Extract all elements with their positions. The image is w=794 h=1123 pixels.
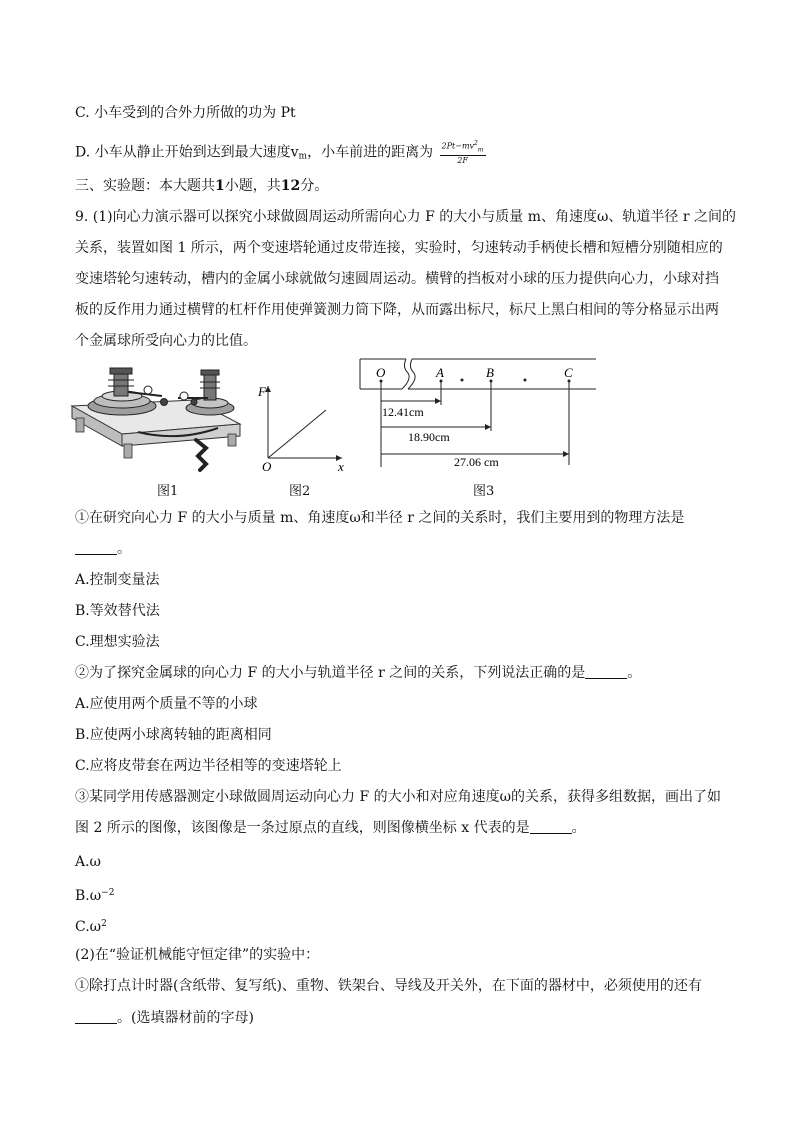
proportional-line (268, 410, 326, 458)
q3-option-c-sup: 2 (101, 919, 107, 929)
distance-oc: 27.06 cm (454, 455, 499, 469)
fraction-denominator: 2F (457, 156, 468, 166)
q2-option-a: A.应使用两个质量不等的小球 (75, 696, 258, 712)
mid-dot (524, 379, 527, 382)
q2-option-b: B.应使两小球离转轴的距离相同 (75, 727, 272, 743)
q1-stem: ①在研究向心力 F 的大小与质量 m、角速度ω和半径 r 之间的关系时，我们主要用到的物理方法是 (75, 510, 685, 526)
section-heading (75, 176, 328, 196)
mid-dot (461, 379, 464, 382)
q3-stem-2: 图 2 所示的图像，该图像是一条过原点的直线，则图像横坐标 x 代表的是 (75, 820, 530, 836)
x-axis-label: x (338, 459, 344, 472)
q3-answer-blank[interactable] (530, 821, 572, 834)
q3-option-b (75, 883, 114, 906)
figure-2-caption: 图2 (289, 484, 311, 499)
section-mid: 小题，共 (224, 178, 281, 194)
q3-option-b-sup: −2 (101, 888, 115, 898)
option-d-middle: ，小车前进的距离为 (307, 144, 434, 161)
q2-stem-line (75, 663, 641, 683)
q3-option-a: A.ω (75, 854, 101, 870)
q9-line-2: 关系，装置如图 1 所示，两个变速塔轮通过皮带连接，实验时，匀速转动手柄使长槽和短槽分别随相应的 (75, 240, 723, 256)
q1-answer-blank[interactable] (75, 542, 117, 555)
q2-end: 。 (627, 665, 642, 681)
figure-3-caption: 图3 (473, 484, 495, 499)
distance-ob: 18.90cm (408, 430, 450, 444)
distance-oa: 12.41cm (382, 405, 424, 419)
q9-line-1: 9. (1)向心力演示器可以探究小球做圆周运动所需向心力 F 的大小与质量 m、角速度ω、轨道半径 r 之间的 (75, 209, 736, 225)
figure-1-apparatus (68, 362, 244, 474)
part2-line-2 (75, 1008, 254, 1028)
q2-option-c: C.应将皮带套在两边半径相等的变速塔轮上 (75, 758, 342, 774)
option-c-text: C. 小车受到的合外力所做的功为 Pt (75, 105, 296, 121)
fraction-numerator (440, 139, 486, 156)
q1-blank-line (75, 539, 131, 559)
point-c-label: C (564, 365, 573, 380)
figure-3-tape (358, 355, 598, 470)
q3-option-b-text: B.ω (75, 888, 102, 904)
distance-fraction (440, 139, 486, 166)
figure-2-graph (254, 380, 354, 472)
q3-stem-1: ③某同学用传感器测定小球做圆周运动向心力 F 的大小和对应角速度ω的关系，获得多组数据，画出了如 (75, 789, 722, 805)
section-score: 12 (280, 178, 301, 194)
q3-end: 。 (571, 820, 586, 836)
frac-num-sup: 2 (474, 140, 478, 147)
option-c (75, 103, 296, 123)
origin-label: O (262, 459, 272, 472)
frac-num-text: 2Pt−mv (441, 141, 475, 151)
q1-option-c: C.理想实验法 (75, 634, 160, 650)
section-pre: 三、实验题：本大题共 (75, 178, 215, 194)
option-d-prefix: D. 小车从静止开始到达到最大速度v (75, 144, 299, 161)
frac-num-sub: m (477, 146, 484, 154)
point-o-label: O (376, 365, 386, 380)
q2-stem: ②为了探究金属球的向心力 F 的大小与轨道半径 r 之间的关系，下列说法正确的是 (75, 665, 586, 681)
q3-option-c (75, 914, 107, 937)
section-post: 分。 (300, 178, 329, 194)
figure-1-caption: 图1 (157, 484, 179, 499)
option-d (75, 139, 486, 167)
part2-answer-blank[interactable] (75, 1011, 117, 1024)
section-count: 1 (215, 178, 225, 194)
q2-answer-blank[interactable] (585, 666, 627, 679)
y-axis-label: F (258, 384, 266, 399)
q1-end: 。 (117, 541, 131, 557)
q1-option-a: A.控制变量法 (75, 572, 160, 588)
part2-title: (2)在“验证机械能守恒定律”的实验中： (75, 947, 320, 963)
point-a-label: A (436, 365, 444, 380)
q9-line-3: 变速塔轮匀速转动，槽内的金属小球就做匀速圆周运动。横臂的挡板对小球的压力提供向心力，小球对挡 (75, 271, 719, 287)
part2-line-2-end: 。(选填器材前的字母) (117, 1010, 254, 1026)
q9-line-5: 个金属球所受向心力的比值。 (75, 333, 257, 349)
q9-line-4: 板的反作用力通过横臂的杠杆作用使弹簧测力筒下降，从而露出标尺，标尺上黑白相间的等分格显示出两 (75, 302, 719, 318)
point-b-label: B (486, 365, 494, 380)
q3-option-c-text: C.ω (75, 919, 102, 935)
q3-stem-line-2 (75, 818, 586, 838)
part2-line-1: ①除打点计时器(含纸带、复写纸)、重物、铁架台、导线及开关外，在下面的器材中，必须使用的还有 (75, 978, 702, 994)
q1-option-b: B.等效替代法 (75, 603, 160, 619)
option-d-sub: m (298, 151, 308, 162)
